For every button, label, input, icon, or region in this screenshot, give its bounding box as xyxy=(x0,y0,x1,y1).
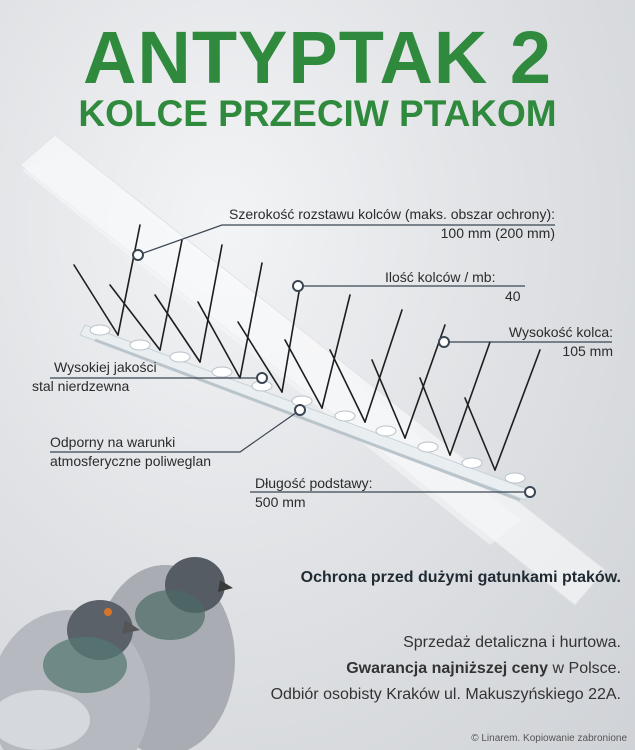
pigeons-image xyxy=(0,557,235,750)
info-pickup: Odbiór osobisty Kraków ul. Makuszyńskiego 22A. xyxy=(270,686,621,703)
label-steel: Wysokiej jakości stal nierdzewna xyxy=(32,359,157,394)
label-base-length: Długość podstawy: 500 mm xyxy=(255,475,373,510)
page-title: ANTYPTAK 2 xyxy=(82,16,553,99)
info-block xyxy=(271,630,621,708)
page-subtitle: KOLCE PRZECIW PTAKOM xyxy=(78,93,557,134)
label-spike-count: Ilość kolców / mb: 40 xyxy=(385,269,521,304)
headline: Ochrona przed dużymi gatunkami ptaków. xyxy=(300,569,621,586)
label-polycarbonate: Odporny na warunki atmosferyczne poliweglan xyxy=(50,434,212,469)
info-sales: Sprzedaż detaliczna i hurtowa. xyxy=(403,634,621,651)
info-guarantee: Gwarancja najniższej ceny w Polsce. xyxy=(346,660,621,677)
label-spike-width: Szerokość rozstawu kolców (maks. obszar ochrony): 100 mm (200 mm) xyxy=(229,206,555,241)
copyright-notice: © Linarem. Kopiowanie zabronione xyxy=(471,733,627,744)
label-spike-height: Wysokość kolca: 105 mm xyxy=(508,324,613,359)
